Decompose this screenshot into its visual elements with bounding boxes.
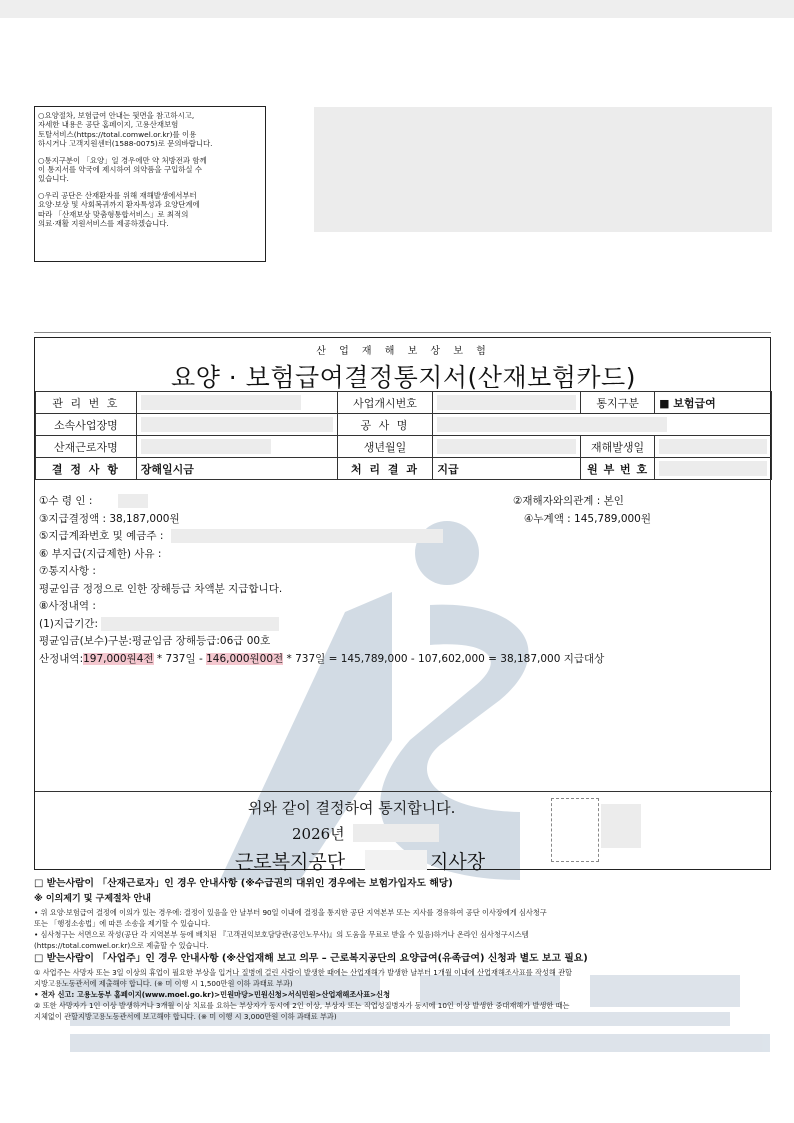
footer-line: ② 또한 사망자가 1인 이상 발생하거나 3개월 이상 치료를 요하는 부상자가 동시에 2인 이상, 부상자 또는 직업성질병자가 동시에 10인 이상 발생한 중대재해가 발생한 때는 [34,1001,570,1010]
footer-heading-employer: □ 받는사람이 「사업주」인 경우 안내사항 (※산업재해 보고 의무 – 근로복지공단의 요양급여(유족급여) 신청과 별도 보고 필요) [34,953,588,964]
calc-highlight-2: 146,000원00전 [206,652,284,665]
table-row [36,392,772,414]
closing-head: 지사장 [430,851,486,873]
notice-paragraph-3: ○우리 공단은 산재환자를 위해 재해발생에서부터 요양·보상 및 사회복귀까지 환자특성과 요양단계에 따라 「산재보상 맞춤형통합서비스」로 최적의 의료·재활 지원서비스를 제공하겠습니다. [38,190,200,229]
decision-value: 장해일시금 [136,458,337,480]
calc-mid: * 737일 - [153,652,207,665]
footer-subheading: ※ 이의제기 및 구제절차 안내 [34,894,151,904]
form-header-table [35,391,772,480]
table-row [36,414,772,436]
footer-line: 지방고용노동관서에 제출해야 합니다. (※ 미 이행 시 1,500만원 이하 과태료 부과) [34,979,293,988]
table-row [36,436,772,458]
closing-line: 위와 같이 결정하여 통지합니다. [248,799,456,817]
notice-type-value: ■ 보험급여 [655,392,772,414]
footer-line: 또는 「행정소송법」에 따른 소송을 제기할 수 있습니다. [34,919,211,928]
calc-suffix: * 737일 = 145,789,000 - 107,602,000 = 38,187,000 지급대상 [283,652,605,665]
footer-line: • 위 요양·보험급여 결정에 이의가 있는 경우에: 결정이 있음을 안 날부터 90일 이내에 결정을 통지한 공단 지역본부 또는 지사를 경유하여 공단 이사장에게 심사청구 [34,908,547,917]
birth-value [433,436,581,458]
workplace-label: 소속사업장명 [36,414,137,436]
ledger-no-label: 원 부 번 호 [581,458,655,480]
account-label: ⑤지급계좌번호 및 예금주 : [39,530,164,542]
table-row [36,458,772,480]
result-label: 처 리 결 과 [337,458,433,480]
detail-label: ⑧사정내역 : [39,600,96,612]
business-start-no-value [433,392,581,414]
notice-label: ⑦통지사항 : [39,565,96,577]
closing-section [35,791,772,872]
calc-highlight-1: 197,000원4전 [83,652,154,665]
birth-label: 생년월일 [337,436,433,458]
form-body [39,493,767,668]
branch-redacted [365,850,427,870]
footer-line: (https://total.comwel.or.kr)으로 제출할 수 있습니다. [34,941,209,950]
construction-label: 공 사 명 [337,414,433,436]
official-seal [551,798,599,862]
result-value: 지급 [433,458,581,480]
calc-line [39,651,767,669]
seal-redacted [601,804,641,848]
footer-line: ① 사업주는 사망자 또는 3일 이상의 휴업이 필요한 부상을 입거나 질병에 걸린 사람이 발생한 때에는 산업재해가 발생한 날부터 1개월 이내에 산업재해조사표를 작성해 관할 [34,968,572,977]
period-text: (1)지급기간: [39,617,102,630]
footer-line: 지체없이 관할지방고용노동관서에 보고해야 합니다. (※ 미 이행 시 3,000만원 이하 과태료 부과) [34,1012,337,1021]
nonpay-text: ⑥ 부지급(지급제한) 사유 : [39,547,162,560]
decision-form [34,337,771,873]
recipient-redacted [118,494,148,508]
period-redacted [101,617,279,631]
footer-line: • 전자 신고: 고용노동부 홈페이지(www.moel.go.kr)>민원마당>민원신청>서식민원>산업재해조사표>신청 [34,990,391,999]
calc-prefix: 산정내역: [39,652,84,665]
notice-text: 평균임금 정정으로 인한 장해등급 차액분 지급합니다. [39,582,283,595]
notice-type-label: 통지구분 [581,392,655,414]
account-redacted [171,529,443,543]
form-title: 요양 · 보험급여결정통지서(산재보험카드) [171,363,636,392]
notice-paragraph-2: ○통지구분이 「요양」일 경우에만 약 처방전과 함께 이 통지서를 약국에 제시하여 의약품을 구입하실 수 있습니다. [38,155,207,184]
relation-text: ②재해자와의관계 : 본인 [513,495,624,507]
worker-label: 산재근로자명 [36,436,137,458]
recipient-label: ①수 령 인 : [39,495,93,507]
closing-year: 2026년 [292,825,345,843]
notice-paragraph-1: ○요양절차, 보험급여 안내는 뒷면을 참고하시고, 자세한 내용은 공단 홈페이지, 고용산재보험 토탈서비스(https://total.comwel.or.kr)를 이용 하시거나 고객지원센터(1588-0075)로 문의바랍니다. [38,111,213,149]
closing-office: 근로복지공단 [235,851,346,873]
footer-line: • 심사청구는 서면으로 작성(공단 각 지역본부 등에 배치된 『고객권익보호담당관(공인노무사)』의 도움을 무료로 받을 수 있음)하거나 온라인 심사청구시스템 [34,930,529,939]
accident-date-value [655,436,772,458]
construction-value [433,414,772,436]
business-start-no-label: 사업개시번호 [337,392,433,414]
workplace-value [136,414,337,436]
amount-text: ③지급결정액 : 38,187,000원 [39,512,180,525]
footer-notes [34,876,771,1022]
footer-heading-worker: □ 받는사람이 「산재근로자」인 경우 안내사항 (※수급권의 대위인 경우에는 보험가입자도 해당) [34,878,453,889]
mgmt-no-value [136,392,337,414]
wage-text: 평균임금(보수)구분:평균임금 장해등급:06급 00호 [39,635,271,647]
ledger-no-value [655,458,772,480]
cumulative-text: ④누계액 : 145,789,000원 [524,512,651,525]
date-redacted [353,824,439,842]
accident-date-label: 재해발생일 [581,436,655,458]
form-supertitle: 산 업 재 해 보 상 보 험 [316,346,491,357]
mgmt-no-label: 관 리 번 호 [36,392,137,414]
worker-value [136,436,337,458]
decision-label: 결 정 사 항 [36,458,137,480]
